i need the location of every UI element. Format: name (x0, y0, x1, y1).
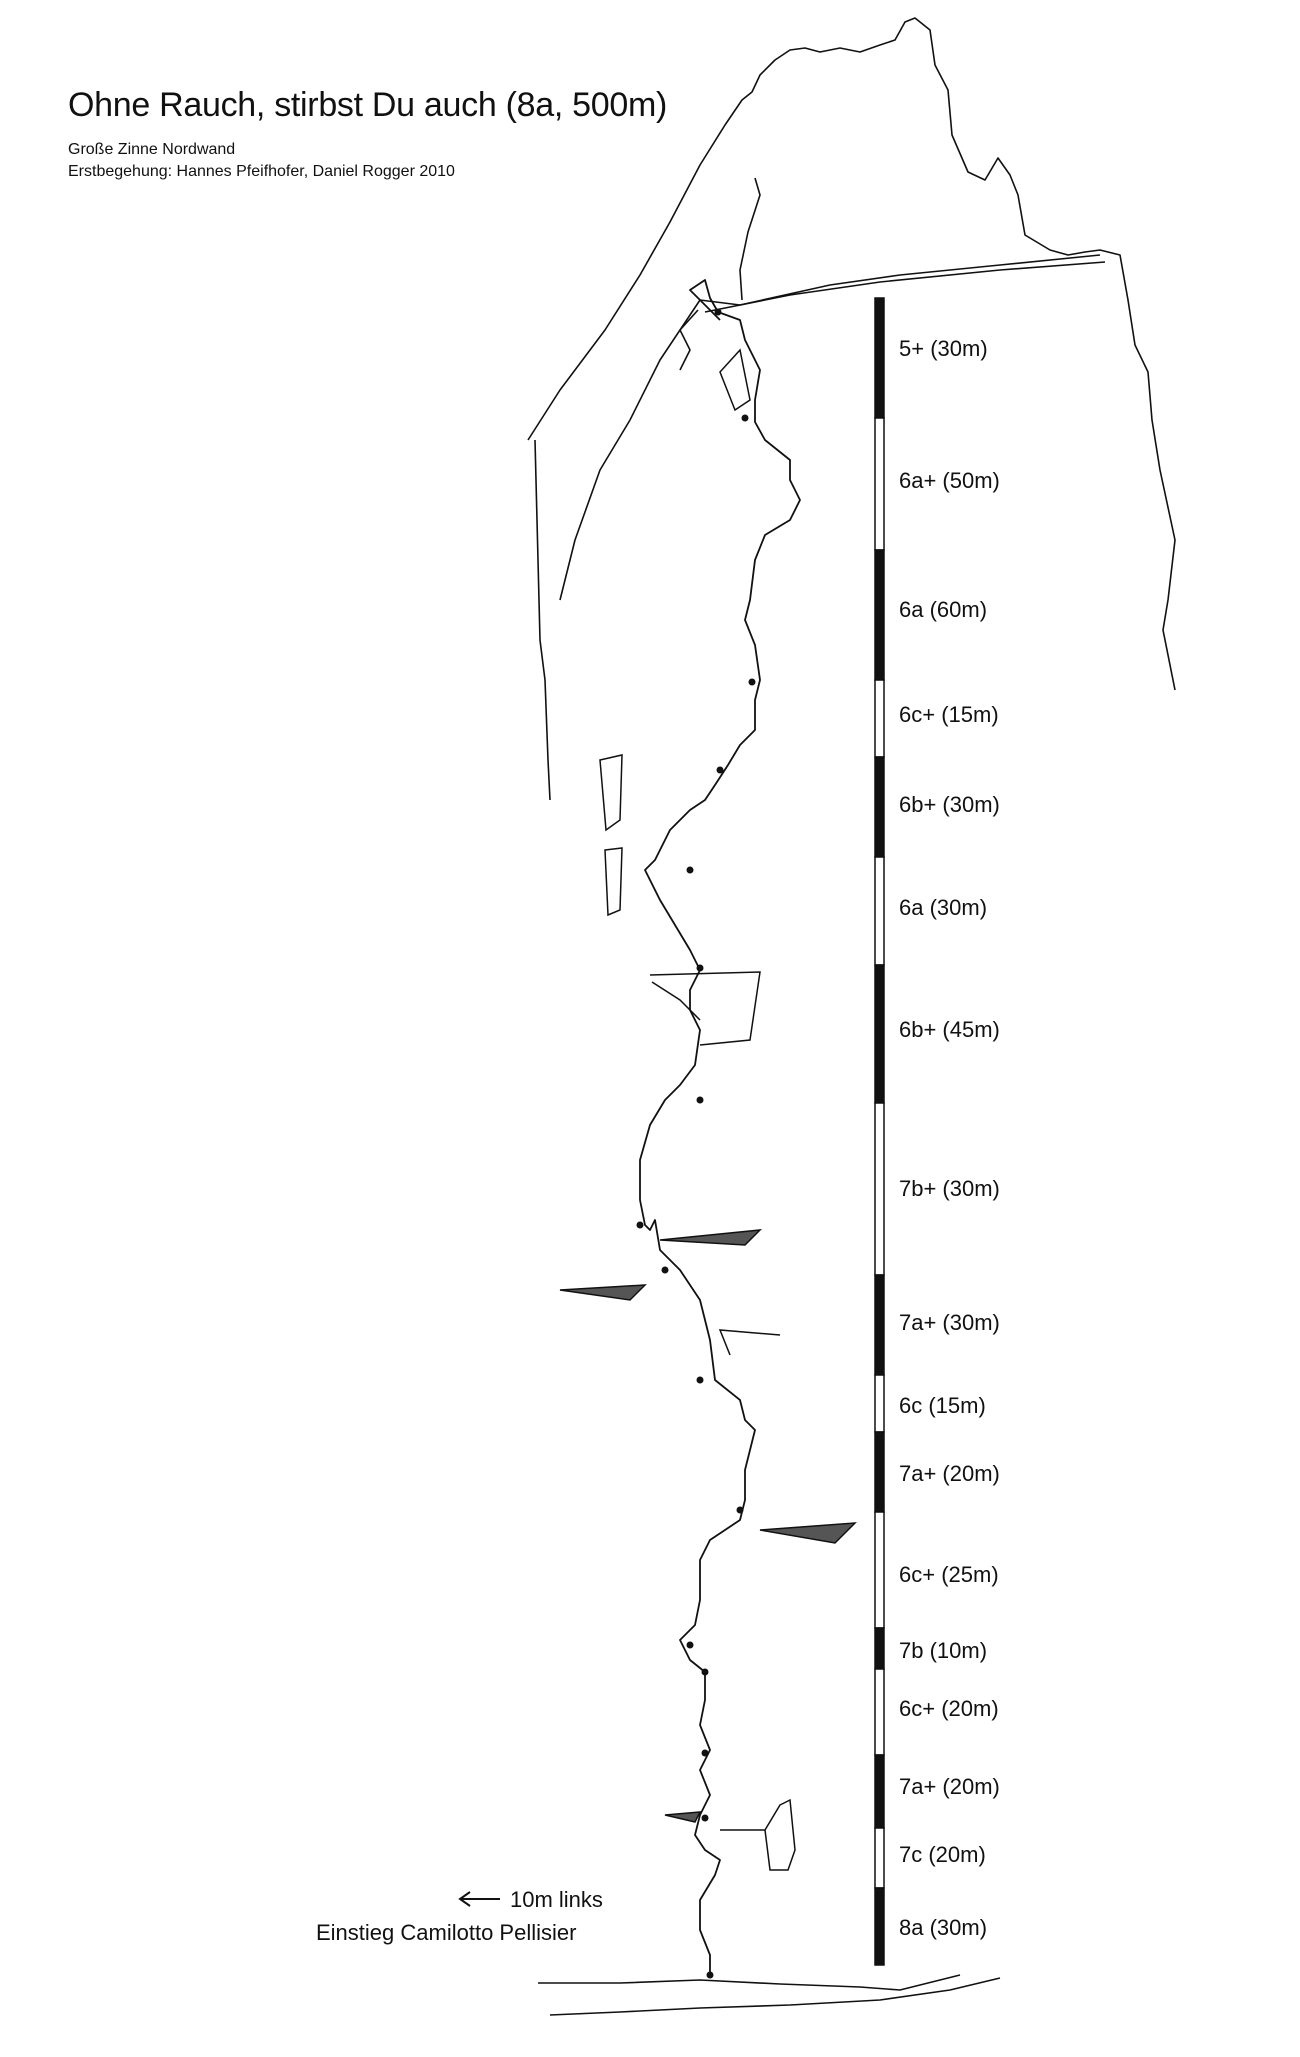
pitch-scale-bar (875, 298, 1000, 1965)
belay-dot (662, 1267, 669, 1274)
subtitle-first-ascent: Erstbegehung: Hannes Pfeifhofer, Daniel Rogger 2010 (68, 163, 455, 180)
pitch-grade-label: 6a (30m) (899, 895, 988, 920)
pitch-grade-label: 6a+ (50m) (899, 468, 1000, 493)
pitch-grade-label: 7a+ (20m) (899, 1461, 1000, 1486)
pitch-grade-label: 8a (30m) (899, 1915, 988, 1940)
page-title: Ohne Rauch, stirbst Du auch (8a, 500m) (68, 86, 668, 124)
pitch-segment (875, 757, 884, 857)
belay-dot (687, 867, 694, 874)
pitch-grade-label: 6b+ (30m) (899, 792, 1000, 817)
pitch-grade-label: 7b (10m) (899, 1638, 988, 1663)
pitch-segment (875, 1755, 884, 1828)
belay-dot (702, 1815, 709, 1822)
left-arrow-icon (460, 1892, 500, 1906)
pitch-segment (875, 298, 884, 418)
pitch-grade-label: 6c+ (15m) (899, 702, 999, 727)
start-direction: 10m links (510, 1887, 603, 1912)
belay-dot (697, 1097, 704, 1104)
start-label: Einstieg Camilotto Pellisier (316, 1920, 577, 1945)
belay-dot (715, 309, 722, 316)
pitch-segment (875, 1888, 884, 1965)
subtitle-wall: Große Zinne Nordwand (68, 141, 236, 158)
belay-dot (707, 1972, 714, 1979)
belay-dot (702, 1750, 709, 1757)
pitch-grade-label: 7b+ (30m) (899, 1176, 1000, 1201)
belay-dot (742, 415, 749, 422)
wall-features (560, 350, 855, 1870)
belay-dot (637, 1222, 644, 1229)
route-bolts (637, 309, 756, 1979)
pitch-segment (875, 680, 884, 757)
rock-outline (528, 18, 1175, 2015)
pitch-grade-label: 5+ (30m) (899, 336, 988, 361)
pitch-grade-label: 6a (60m) (899, 597, 988, 622)
pitch-grade-label: 6b+ (45m) (899, 1017, 1000, 1042)
pitch-segment (875, 965, 884, 1103)
pitch-segment (875, 1669, 884, 1755)
pitch-grade-label: 7c (20m) (899, 1842, 986, 1867)
belay-dot (697, 1377, 704, 1384)
pitch-grade-label: 7a+ (30m) (899, 1310, 1000, 1335)
pitch-segment (875, 1512, 884, 1628)
belay-dot (697, 965, 704, 972)
belay-dot (717, 767, 724, 774)
belay-dot (687, 1642, 694, 1649)
pitch-grade-label: 6c+ (20m) (899, 1696, 999, 1721)
pitch-segment (875, 1828, 884, 1888)
pitch-segment (875, 1275, 884, 1375)
start-note (316, 1887, 603, 1945)
climbing-line (640, 280, 800, 1975)
pitch-segment (875, 550, 884, 680)
pitch-segment (875, 1375, 884, 1432)
pitch-segment (875, 418, 884, 550)
pitch-segment (875, 1628, 884, 1669)
pitch-segment (875, 1432, 884, 1512)
pitch-grade-label: 6c+ (25m) (899, 1562, 999, 1587)
belay-dot (749, 679, 756, 686)
pitch-segment (875, 1103, 884, 1275)
pitch-segment (875, 857, 884, 965)
pitch-grade-label: 7a+ (20m) (899, 1774, 1000, 1799)
belay-dot (737, 1507, 744, 1514)
pitch-grade-label: 6c (15m) (899, 1393, 986, 1418)
belay-dot (702, 1669, 709, 1676)
